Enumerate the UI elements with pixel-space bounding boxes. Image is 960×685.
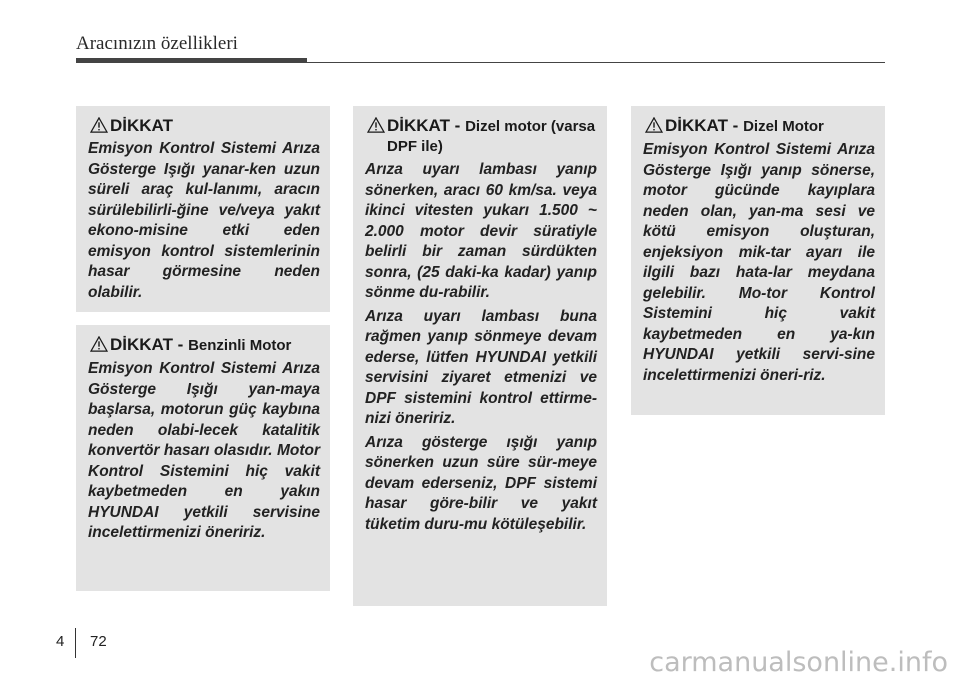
caution-heading-engine: Dizel motor (varsa DPF ile): [387, 118, 596, 155]
caution-heading: [88, 116, 320, 135]
watermark-text: carmanualsonline.info: [649, 647, 948, 678]
caution-body-text: Emisyon Kontrol Sistemi Arıza Gösterge Işığı yan-maya başlarsa, motorun güç kaybına neden olabi-lecek katalitik konvertör hasarı olasıdır. Motor Kontrol Sistemini hiç vakit kaybetmeden en yakın HYUNDAI yetkili servisine incelettirmenizi öneririz.: [88, 360, 320, 541]
caution-box-general: [76, 106, 330, 312]
header-rule: [76, 62, 885, 63]
caution-body-text: Emisyon Kontrol Sistemi Arıza Gösterge Işığı yanıp sönerse, motor gücünde kayıplara neden olan, yan-ma sesi ve kötü emisyon oluşturan, enjeksiyon mik-tar ayarı ile ilgili bazı hata-lar meydana gelebilir. Mo-tor Kontrol Sistemini hiç vakit kaybetmeden en ya-kın HYUNDAI yetkili servi-sine incelettirmenizi öneri-riz.: [643, 141, 875, 384]
caution-heading-engine: Benzinli Motor: [188, 337, 292, 354]
page-number: 72: [90, 633, 107, 650]
warning-triangle-icon: [88, 117, 110, 133]
page-header-title: Aracınızın özellikleri: [76, 33, 238, 54]
caution-box-diesel: [631, 106, 885, 415]
caution-body-text: Arıza uyarı lambası buna rağmen yanıp sönmeye devam ederse, lütfen HYUNDAI yetkili servisini ziyaret etmenizi ve DPF sistemini kontrol ettirme-nizi öneririz.: [365, 307, 597, 427]
chapter-number: 4: [56, 633, 65, 650]
caution-body-text: Arıza uyarı lambası yanıp sönerken, aracı 60 km/sa. veya ikinci vitesten yukarı 1.500 ~ 2.000 motor devir süratiyle belirli bir zaman sürdükten sonra, (25 daki-ka kadar) yanıp sönme du-rabilir.: [365, 161, 597, 301]
warning-triangle-icon: [365, 117, 387, 133]
caution-heading-label: DİKKAT -: [387, 116, 466, 135]
caution-heading: [365, 116, 597, 156]
caution-body-text: Emisyon Kontrol Sistemi Arıza Gösterge Işığı yanar-ken uzun süreli araç kul-lanımı, aracın sürülebilirli-ğine ve/veya yakıt ekono-misine etki eden emisyon kontrol sistemlerinin hasar görmesine neden olabilir.: [88, 140, 320, 301]
caution-heading-label: DİKKAT -: [665, 116, 744, 135]
warning-triangle-icon: [643, 117, 665, 133]
caution-body-text: Arıza gösterge ışığı yanıp sönerken uzun süre sür-meye devam ederseniz, DPF sistemi hasar göre-bilir ve yakıt tüketim duru-mu kötüleşebilir.: [365, 433, 597, 533]
warning-triangle-icon: [88, 336, 110, 352]
caution-heading-engine: Dizel Motor: [743, 118, 824, 135]
caution-heading: [643, 116, 875, 136]
caution-box-gasoline: [76, 325, 330, 591]
page-number-divider: [75, 628, 76, 658]
caution-heading: [88, 335, 320, 355]
caution-heading-label: DİKKAT -: [110, 335, 189, 354]
caution-heading-label: DİKKAT: [110, 116, 173, 135]
caution-box-diesel-dpf: [353, 106, 607, 606]
